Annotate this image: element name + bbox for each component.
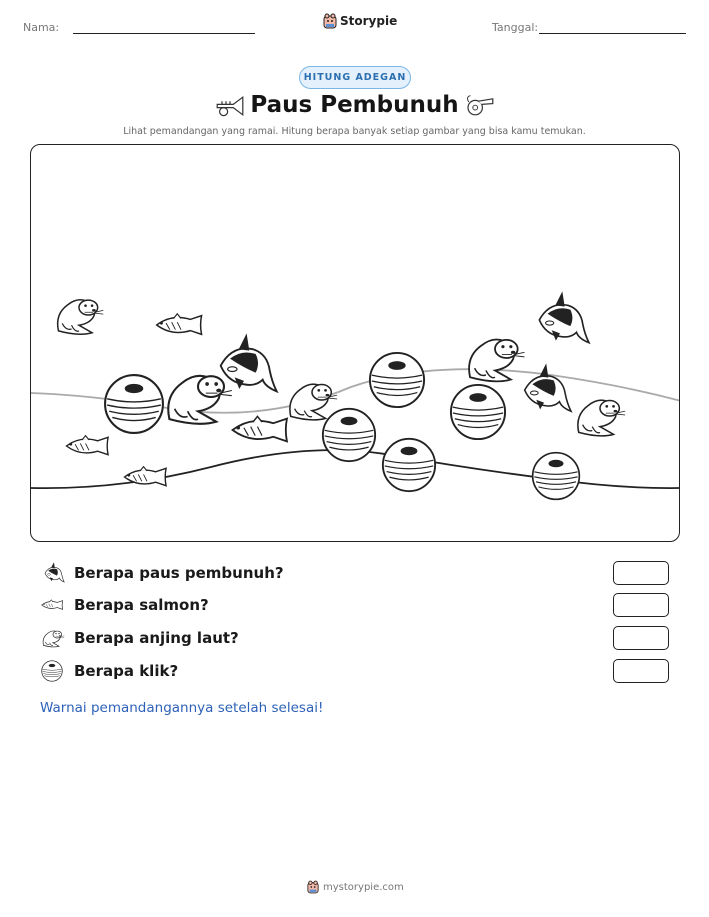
colour-instruction: Warnai pemandangannya setelah selesai! xyxy=(40,700,324,716)
whistle-icon xyxy=(464,94,496,118)
answer-box-orca[interactable] xyxy=(613,561,669,585)
footer-url[interactable]: mystorypie.com xyxy=(323,881,404,893)
click-item xyxy=(105,375,163,433)
click-item xyxy=(323,409,375,461)
answer-box-seal[interactable] xyxy=(613,626,669,650)
salmon-icon xyxy=(40,598,66,612)
salmon-item xyxy=(233,416,287,441)
brand-logo xyxy=(323,13,397,29)
question-seal xyxy=(40,627,670,651)
question-text: Berapa salmon? xyxy=(74,596,209,614)
click-item xyxy=(383,439,435,491)
seal-icon xyxy=(40,627,66,649)
question-click xyxy=(40,660,670,684)
click-icon xyxy=(41,660,63,682)
salmon-item xyxy=(66,436,108,455)
instructions: Lihat pemandangan yang ramai. Hitung berapa banyak setiap gambar yang bisa kamu temukan. xyxy=(123,126,586,137)
date-field-line[interactable] xyxy=(539,33,686,34)
date-label: Tanggal: xyxy=(492,21,539,34)
question-orca xyxy=(40,562,670,586)
seal-item xyxy=(58,300,104,334)
click-item xyxy=(370,353,424,407)
seal-item xyxy=(469,339,524,381)
name-label: Nama: xyxy=(23,21,60,34)
salmon-item xyxy=(157,314,202,335)
counting-scene xyxy=(30,144,680,542)
seal-item xyxy=(578,400,625,436)
storypie-mascot-icon xyxy=(307,880,319,894)
orca-item xyxy=(221,335,277,391)
section-badge: HITUNG ADEGAN xyxy=(299,66,411,89)
question-text: Berapa paus pembunuh? xyxy=(74,564,284,582)
question-text: Berapa anjing laut? xyxy=(74,629,239,647)
click-item xyxy=(451,385,505,439)
seal-item xyxy=(290,384,337,420)
question-text: Berapa klik? xyxy=(74,662,179,680)
question-salmon xyxy=(40,594,670,618)
answer-box-salmon[interactable] xyxy=(613,593,669,617)
name-field-line[interactable] xyxy=(73,33,255,34)
orca-item xyxy=(539,293,589,343)
click-item xyxy=(533,453,580,500)
page-title: Paus Pembunuh xyxy=(250,92,459,118)
seal-item xyxy=(168,376,232,424)
footer xyxy=(307,880,404,894)
brand-name: Storypie xyxy=(340,14,398,28)
orca-icon xyxy=(40,562,66,586)
storypie-mascot-icon xyxy=(323,13,337,29)
answer-box-click[interactable] xyxy=(613,659,669,683)
